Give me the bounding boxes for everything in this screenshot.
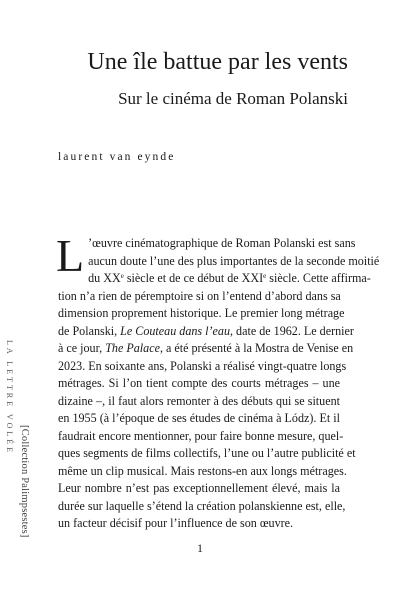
text-line: un facteur décisif pour l’influence de son œuvre. <box>58 516 294 530</box>
text-line: de Polanski, Le Couteau dans l’eau, date de 1962. Le dernier <box>58 323 354 338</box>
text-line: Leur nombre n’est pas exceptionnellement élevé, mais la <box>58 481 340 495</box>
body-text <box>56 230 380 533</box>
book-title: Une île battue par les vents <box>87 49 348 75</box>
text-line: du XXe siècle et de ce début de XXIe siècle. Cette affirma- <box>88 271 371 285</box>
book-subtitle: Sur le cinéma de Roman Polanski <box>118 89 348 108</box>
author-name: laurent van eynde <box>58 151 176 163</box>
spine-publisher: LA LETTRE VOLÉE <box>5 340 14 456</box>
text-line: aucun doute l’une des plus importantes de la seconde moitié <box>88 253 380 268</box>
text-line: en 1955 (à l’époque de ses études de cinéma à Lódz). Et il <box>58 411 340 425</box>
text-line: 2023. En soixante ans, Polanski a réalisé vingt-quatre longs <box>58 358 347 373</box>
text-line: durée sur laquelle s’étend la création polanskienne est, elle, <box>58 498 346 513</box>
text-line: dizaine –, il faut alors remonter à des débuts qui se situent <box>58 393 340 408</box>
text-line: métrages. Si l’on tient compte des courts métrages – une <box>58 376 340 390</box>
text-line: dimension proprement historique. Le premier long métrage <box>58 306 345 320</box>
page-number: 1 <box>197 541 203 555</box>
text-line: à ce jour, The Palace, a été présenté à la Mostra de Venise en <box>58 341 354 355</box>
text-line: même un clip musical. Mais restons-en aux longs métrages. <box>58 463 347 478</box>
text-line: ques segments de films collectifs, l’une ou l’autre publicité et <box>58 446 356 460</box>
drop-cap: L <box>56 230 85 281</box>
spine-collection: [Collection Palimpsestes] <box>19 425 30 538</box>
text-line: ’œuvre cinématographique de Roman Polanski est sans <box>88 236 356 250</box>
text-line: faudrait encore mentionner, pour faire bonne mesure, quel- <box>58 428 344 443</box>
text-line: tion n’a rien de péremptoire si on l’entend d’abord dans sa <box>58 288 341 303</box>
